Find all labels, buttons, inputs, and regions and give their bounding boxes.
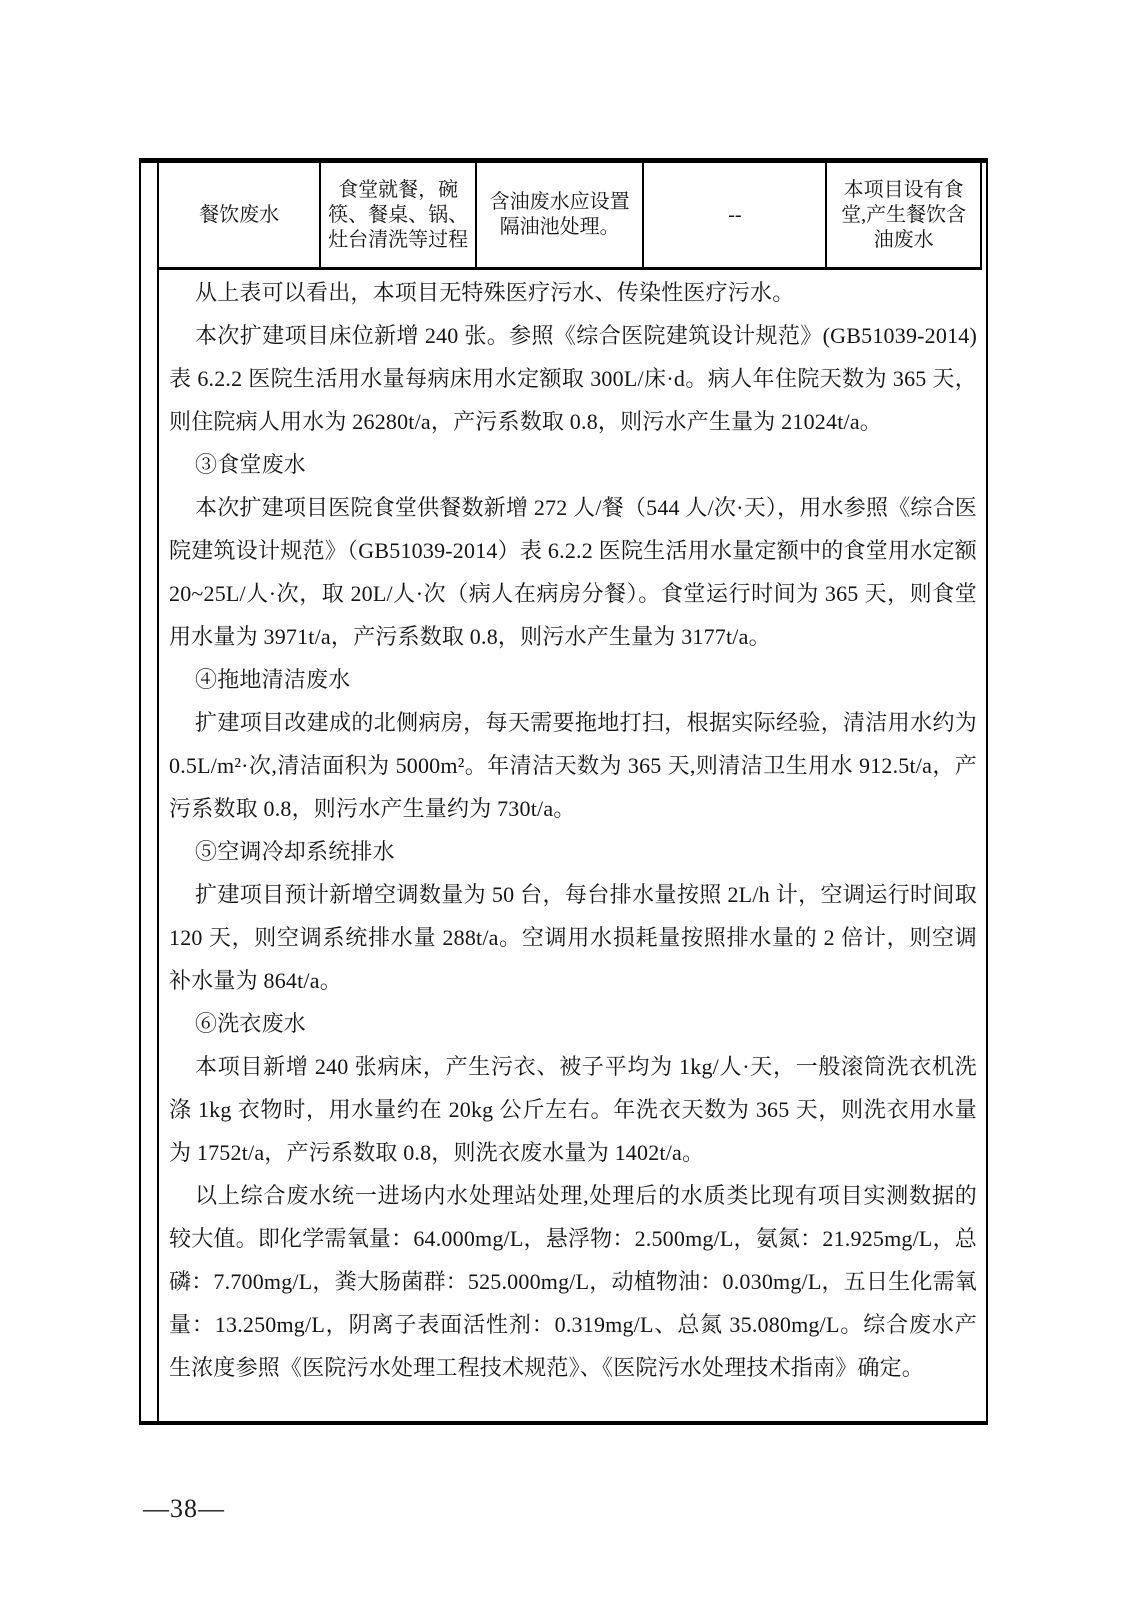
paragraph-ac-cooling-drain: 扩建项目预计新增空调数量为 50 台，每台排水量按照 2L/h 计，空调运行时间取 120 天，则空调系统排水量 288t/a。空调用水损耗量按照排水量的 2 倍计，则空调补水量为 864t/a。 xyxy=(169,882,977,993)
heading-ac-cooling-drain: ⑤空调冷却系统排水 xyxy=(195,839,395,864)
cell-standard-dash: -- xyxy=(643,163,826,269)
cell-treatment-measure: 含油废水应设置隔油池处理。 xyxy=(476,163,644,269)
document-page-frame xyxy=(139,158,988,1425)
body-text xyxy=(159,270,986,1389)
cell-remark: 本项目设有食堂,产生餐饮含油废水 xyxy=(826,163,981,269)
paragraph-combined-wastewater-quality: 以上综合废水统一进场内水处理站处理,处理后的水质类比现有项目实测数据的较大值。即化学需氧量：64.000mg/L，悬浮物：2.500mg/L，氨氮：21.925mg/L，总磷：7.700mg/L，粪大肠菌群：525.000mg/L，动植物油：0.030mg/L，五日生化需氧量：13.250mg/L，阴离子表面活性剂：0.319mg/L、总氮 35.080mg/L。综合废水产生浓度参照《医院污水处理工程技术规范》、《医院污水处理技术指南》确定。 xyxy=(169,1183,977,1380)
paragraph-summary: 从上表可以看出，本项目无特殊医疗污水、传染性医疗污水。 xyxy=(195,280,795,305)
cell-pollutant-name: 餐饮废水 xyxy=(159,163,320,269)
table-row-catering-wastewater xyxy=(159,163,981,269)
paragraph-inpatient-water: 本次扩建项目床位新增 240 张。参照《综合医院建筑设计规范》(GB51039-2014)表 6.2.2 医院生活用水量每病床用水定额取 300L/床·d。病人年住院天数为 365 天，则住院病人用水为 26280t/a，产污系数取 0.8，则污水产生量为 21024t/a。 xyxy=(169,323,977,434)
heading-laundry-wastewater: ⑥洗衣废水 xyxy=(195,1011,307,1036)
paragraph-laundry-wastewater: 本项目新增 240 张病床，产生污衣、被子平均为 1kg/人·天，一般滚筒洗衣机洗涤 1kg 衣物时，用水量约在 20kg 公斤左右。年洗衣天数为 365 天，则洗衣用水量为 1752t/a，产污系数取 0.8，则洗衣废水量为 1402t/a。 xyxy=(169,1054,977,1165)
wastewater-table xyxy=(159,163,982,270)
heading-mopping-wastewater: ④拖地清洁废水 xyxy=(195,667,351,692)
paragraph-canteen-wastewater: 本次扩建项目医院食堂供餐数新增 272 人/餐（544 人/次·天），用水参照《综合医院建筑设计规范》（GB51039-2014）表 6.2.2 医院生活用水量定额中的食堂用水定额 20~25L/人·次，取 20L/人·次（病人在病房分餐）。食堂运行时间为 365 天，则食堂用水量为 3971t/a，产污系数取 0.8，则污水产生量为 3177t/a。 xyxy=(169,495,977,649)
heading-canteen-wastewater: ③食堂废水 xyxy=(195,452,307,477)
content-cell xyxy=(159,163,986,1421)
paragraph-mopping-wastewater: 扩建项目改建成的北侧病房，每天需要拖地打扫，根据实际经验，清洁用水约为 0.5L/m²·次,清洁面积为 5000m²。年清洁天数为 365 天,则清洁卫生用水 912.5t/a，产污系数取 0.8，则污水产生量约为 730t/a。 xyxy=(169,710,977,821)
cell-source: 食堂就餐，碗筷、餐桌、锅、灶台清洗等过程 xyxy=(320,163,475,269)
page-number: —38— xyxy=(143,1494,225,1523)
left-gutter-column xyxy=(141,163,159,1421)
